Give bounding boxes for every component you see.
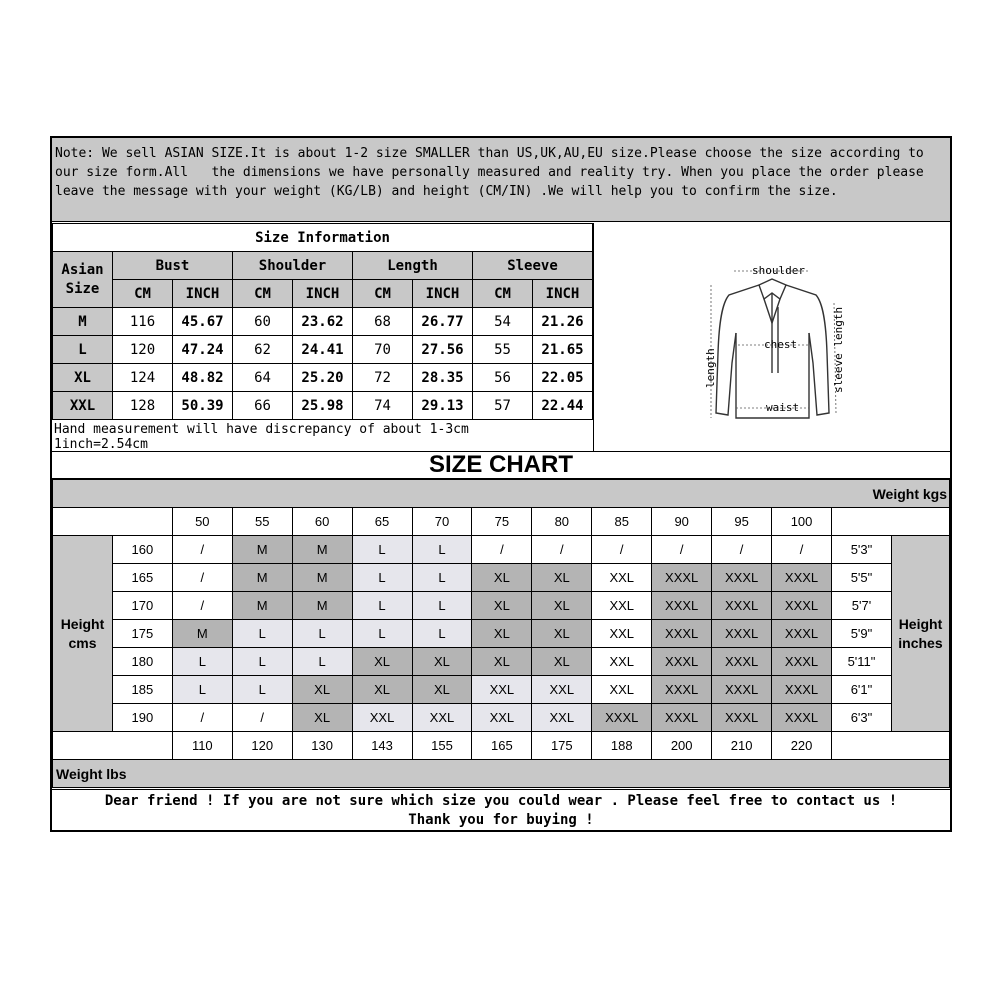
measure-inch-cell: 25.98 [293, 392, 353, 420]
height-row [53, 676, 950, 704]
diagram-label-length: length [704, 348, 717, 388]
weight-lb-value: 210 [712, 732, 772, 760]
inch-conversion-note: 1inch=2.54cm [54, 437, 148, 451]
weight-kgs-label: Weight kgs [53, 480, 950, 508]
unit-cm: CM [353, 280, 413, 308]
measure-cm-cell: 72 [353, 364, 413, 392]
measure-cm-cell: 62 [233, 336, 293, 364]
measure-inch-cell: 23.62 [293, 308, 353, 336]
measure-inch-cell: 21.26 [533, 308, 593, 336]
weight-lb-value: 110 [172, 732, 232, 760]
weight-kg-value: 65 [352, 508, 412, 536]
footer-line-2: Thank you for buying ! [408, 812, 594, 828]
weight-kg-value: 85 [592, 508, 652, 536]
recommended-size-cell: / [172, 536, 232, 564]
recommended-size-cell: XL [532, 620, 592, 648]
recommended-size-cell: XXL [592, 564, 652, 592]
measure-inch-cell: 27.56 [413, 336, 473, 364]
measure-inch-cell: 47.24 [173, 336, 233, 364]
height-row [53, 648, 950, 676]
recommended-size-cell: XXXL [712, 564, 772, 592]
asian-size-header: Asian Size [53, 252, 113, 308]
recommended-size-cell: XXXL [712, 704, 772, 732]
measure-cm-cell: 116 [113, 308, 173, 336]
unit-inch: INCH [533, 280, 593, 308]
recommended-size-cell: XXXL [652, 704, 712, 732]
measure-cm-cell: 55 [473, 336, 533, 364]
measure-cm-cell: 60 [233, 308, 293, 336]
blank-cell [832, 732, 950, 760]
recommended-size-cell: M [292, 592, 352, 620]
recommended-size-cell: XL [292, 676, 352, 704]
recommended-size-cell: XL [412, 676, 472, 704]
recommended-size-cell: XXL [592, 620, 652, 648]
measure-inch-cell: 25.20 [293, 364, 353, 392]
measure-cm-cell: 120 [113, 336, 173, 364]
recommended-size-cell: L [232, 648, 292, 676]
size-chart-title: SIZE CHART [52, 451, 950, 479]
hand-measurement-note: Hand measurement will have discrepancy of about 1-3cm [54, 422, 469, 437]
measure-inch-cell: 21.65 [533, 336, 593, 364]
weight-height-size-grid [52, 479, 950, 788]
weight-kg-value: 50 [172, 508, 232, 536]
recommended-size-cell: L [292, 620, 352, 648]
asian-size-cell: XL [53, 364, 113, 392]
unit-inch: INCH [173, 280, 233, 308]
measure-inch-cell: 48.82 [173, 364, 233, 392]
recommended-size-cell: M [292, 564, 352, 592]
recommended-size-cell: XL [412, 648, 472, 676]
height-cm-value: 190 [112, 704, 172, 732]
height-row [53, 620, 950, 648]
height-inches-label: Height inches [891, 536, 949, 732]
recommended-size-cell: / [712, 536, 772, 564]
recommended-size-cell: / [772, 536, 832, 564]
measure-cm-cell: 56 [473, 364, 533, 392]
weight-lb-value: 130 [292, 732, 352, 760]
recommended-size-cell: XL [352, 648, 412, 676]
measure-cm-cell: 128 [113, 392, 173, 420]
footer-line-1: Dear friend ! If you are not sure which size you could wear . Please feel free to contact us ! [104, 793, 898, 809]
measure-cm-cell: 70 [353, 336, 413, 364]
weight-lb-value: 120 [232, 732, 292, 760]
weight-lb-value: 175 [532, 732, 592, 760]
height-cm-value: 175 [112, 620, 172, 648]
measure-cm-cell: 54 [473, 308, 533, 336]
recommended-size-cell: XXL [472, 704, 532, 732]
recommended-size-cell: XXXL [772, 620, 832, 648]
recommended-size-cell: XL [352, 676, 412, 704]
measure-inch-cell: 26.77 [413, 308, 473, 336]
asian-size-cell: M [53, 308, 113, 336]
recommended-size-cell: M [232, 564, 292, 592]
height-inch-value: 5'11" [832, 648, 892, 676]
weight-kg-value: 90 [652, 508, 712, 536]
asian-size-cell: XXL [53, 392, 113, 420]
recommended-size-cell: XXL [592, 676, 652, 704]
unit-inch: INCH [413, 280, 473, 308]
height-row [53, 704, 950, 732]
measure-inch-cell: 50.39 [173, 392, 233, 420]
recommended-size-cell: XXXL [652, 676, 712, 704]
blank-cell [53, 732, 173, 760]
measure-inch-cell: 22.44 [533, 392, 593, 420]
measure-inch-cell: 24.41 [293, 336, 353, 364]
measure-inch-cell: 28.35 [413, 364, 473, 392]
recommended-size-cell: L [352, 620, 412, 648]
shirt-outline-icon [594, 223, 949, 449]
recommended-size-cell: XXL [532, 704, 592, 732]
height-inch-value: 5'9" [832, 620, 892, 648]
recommended-size-cell: L [352, 564, 412, 592]
height-inch-value: 6'3" [832, 704, 892, 732]
blank-cell [53, 508, 173, 536]
recommended-size-cell: XXL [592, 592, 652, 620]
recommended-size-cell: / [172, 564, 232, 592]
measure-inch-cell: 29.13 [413, 392, 473, 420]
recommended-size-cell: / [172, 704, 232, 732]
weight-kg-value: 70 [412, 508, 472, 536]
measurement-disclaimer [52, 422, 593, 451]
recommended-size-cell: XXXL [652, 620, 712, 648]
diagram-label-shoulder: shoulder [752, 264, 805, 277]
recommended-size-cell: M [232, 536, 292, 564]
recommended-size-cell: / [592, 536, 652, 564]
measure-cm-cell: 124 [113, 364, 173, 392]
recommended-size-cell: / [532, 536, 592, 564]
measure-cm-cell: 57 [473, 392, 533, 420]
weight-lb-value: 188 [592, 732, 652, 760]
recommended-size-cell: XXXL [772, 564, 832, 592]
recommended-size-cell: XXXL [652, 648, 712, 676]
recommended-size-cell: XL [472, 592, 532, 620]
recommended-size-cell: M [172, 620, 232, 648]
measure-inch-cell: 45.67 [173, 308, 233, 336]
recommended-size-cell: XXL [592, 648, 652, 676]
weight-kg-value: 100 [772, 508, 832, 536]
recommended-size-cell: XXXL [772, 676, 832, 704]
height-inch-value: 5'7' [832, 592, 892, 620]
recommended-size-cell: XL [532, 564, 592, 592]
height-inch-value: 6'1" [832, 676, 892, 704]
size-row [53, 364, 593, 392]
measure-cm-cell: 64 [233, 364, 293, 392]
size-row [53, 308, 593, 336]
recommended-size-cell: L [172, 648, 232, 676]
recommended-size-cell: / [172, 592, 232, 620]
measure-cm-cell: 68 [353, 308, 413, 336]
blank-cell [832, 508, 950, 536]
recommended-size-cell: XL [532, 592, 592, 620]
recommended-size-cell: XXXL [652, 592, 712, 620]
recommended-size-cell: XXXL [712, 620, 772, 648]
recommended-size-cell: XXXL [712, 592, 772, 620]
recommended-size-cell: L [412, 620, 472, 648]
recommended-size-cell: L [232, 676, 292, 704]
weight-kg-value: 60 [292, 508, 352, 536]
sizing-note: Note: We sell ASIAN SIZE.It is about 1-2 size SMALLER than US,UK,AU,EU size.Please choose the size according to our size form.All the dimensions we have personally measured and reality try. When you place the order please leave the message with your weight (KG/LB) and height (CM/IN) .We will help you to confirm the size. [52, 138, 950, 222]
recommended-size-cell: XXL [532, 676, 592, 704]
weight-lb-value: 200 [652, 732, 712, 760]
bust-header: Bust [113, 252, 233, 280]
size-chart-card [50, 136, 952, 832]
recommended-size-cell: / [652, 536, 712, 564]
measure-cm-cell: 66 [233, 392, 293, 420]
length-header: Length [353, 252, 473, 280]
height-cms-label: Height cms [53, 536, 113, 732]
recommended-size-cell: XXXL [712, 676, 772, 704]
recommended-size-cell: / [472, 536, 532, 564]
height-cm-value: 160 [112, 536, 172, 564]
height-inch-value: 5'3" [832, 536, 892, 564]
contact-footer [52, 789, 950, 830]
height-cm-value: 180 [112, 648, 172, 676]
recommended-size-cell: XL [532, 648, 592, 676]
recommended-size-cell: XXL [352, 704, 412, 732]
size-row [53, 336, 593, 364]
recommended-size-cell: XL [472, 564, 532, 592]
weight-lb-value: 155 [412, 732, 472, 760]
shirt-measurement-diagram [593, 223, 950, 451]
recommended-size-cell: XXXL [772, 592, 832, 620]
weight-kg-value: 80 [532, 508, 592, 536]
measure-cm-cell: 74 [353, 392, 413, 420]
unit-cm: CM [473, 280, 533, 308]
recommended-size-cell: XXXL [772, 648, 832, 676]
height-inch-value: 5'5" [832, 564, 892, 592]
weight-kg-value: 75 [472, 508, 532, 536]
shoulder-header: Shoulder [233, 252, 353, 280]
recommended-size-cell: XL [472, 620, 532, 648]
recommended-size-cell: M [232, 592, 292, 620]
asian-size-cell: L [53, 336, 113, 364]
height-row [53, 564, 950, 592]
height-row [53, 592, 950, 620]
unit-cm: CM [113, 280, 173, 308]
weight-lbs-label: Weight lbs [53, 760, 950, 788]
height-cm-value: 165 [112, 564, 172, 592]
diagram-label-waist: waist [766, 401, 800, 414]
unit-inch: INCH [293, 280, 353, 308]
measure-inch-cell: 22.05 [533, 364, 593, 392]
recommended-size-cell: XXXL [592, 704, 652, 732]
size-information-title: Size Information [53, 224, 593, 252]
recommended-size-cell: L [352, 592, 412, 620]
height-cm-value: 185 [112, 676, 172, 704]
height-cm-value: 170 [112, 592, 172, 620]
sleeve-header: Sleeve [473, 252, 593, 280]
height-row [53, 536, 950, 564]
weight-lb-value: 165 [472, 732, 532, 760]
recommended-size-cell: XL [472, 648, 532, 676]
recommended-size-cell: XXXL [772, 704, 832, 732]
recommended-size-cell: XXL [412, 704, 472, 732]
recommended-size-cell: XL [292, 704, 352, 732]
recommended-size-cell: L [232, 620, 292, 648]
size-row [53, 392, 593, 420]
weight-kg-value: 95 [712, 508, 772, 536]
recommended-size-cell: XXL [472, 676, 532, 704]
recommended-size-cell: M [292, 536, 352, 564]
recommended-size-cell: L [352, 536, 412, 564]
recommended-size-cell: L [412, 592, 472, 620]
diagram-label-chest: chest [764, 338, 798, 351]
recommended-size-cell: XXXL [712, 648, 772, 676]
recommended-size-cell: L [412, 536, 472, 564]
weight-lb-value: 143 [352, 732, 412, 760]
diagram-label-sleeve-length: sleeve length [832, 306, 845, 393]
recommended-size-cell: L [292, 648, 352, 676]
recommended-size-cell: / [232, 704, 292, 732]
weight-kg-value: 55 [232, 508, 292, 536]
size-information-table [52, 223, 593, 420]
unit-cm: CM [233, 280, 293, 308]
recommended-size-cell: XXXL [652, 564, 712, 592]
weight-lb-value: 220 [772, 732, 832, 760]
recommended-size-cell: L [172, 676, 232, 704]
recommended-size-cell: L [412, 564, 472, 592]
